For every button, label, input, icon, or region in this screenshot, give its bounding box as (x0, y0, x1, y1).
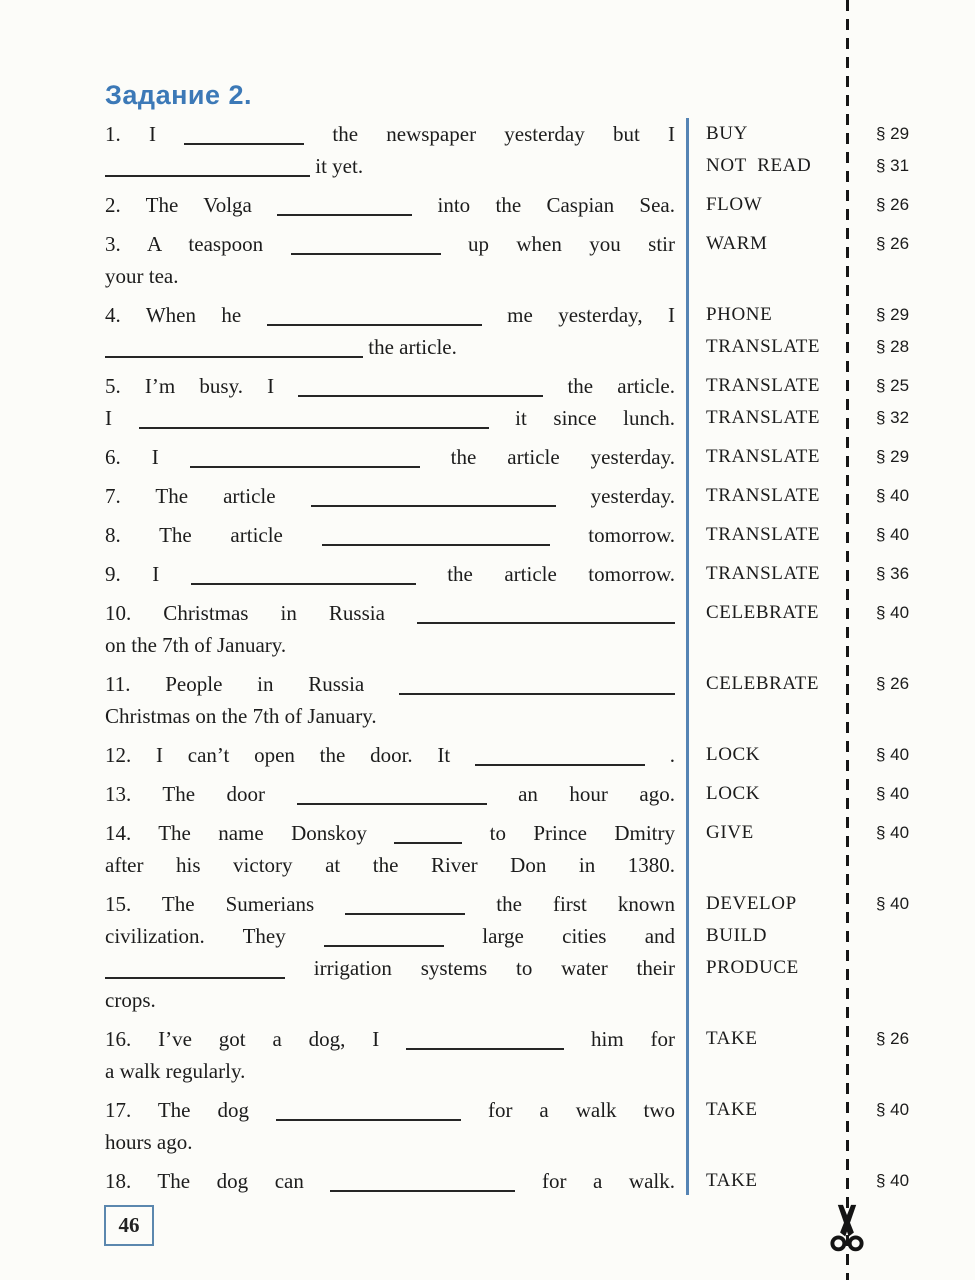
verb-hint-column (675, 480, 848, 512)
answer-blank (105, 155, 310, 177)
exercise-item (105, 441, 975, 473)
paragraph-ref-column (848, 118, 975, 182)
paragraph-ref: § 40 (876, 823, 910, 842)
sentence-line: 6. I the article yesterday. (105, 445, 676, 469)
verb-hint: DEVELOP (706, 893, 797, 914)
sentence-line: hours ago. (105, 1130, 193, 1154)
paragraph-ref: § 40 (876, 745, 910, 764)
verb-hint: LOCK (706, 744, 761, 765)
sentence-line: 8. The article tomorrow. (105, 523, 676, 547)
scissors-icon (824, 1204, 870, 1254)
paragraph-ref: § 40 (876, 525, 910, 544)
exercise-item (105, 739, 975, 771)
paragraph-ref: § 32 (876, 408, 910, 427)
paragraph-ref-column (848, 1023, 975, 1087)
sentence-column (105, 668, 675, 732)
verb-hint (706, 1126, 848, 1158)
verb-hint-column (675, 558, 848, 590)
sentence-line: 13. The door an hour ago. (105, 782, 675, 806)
paragraph-ref-column (848, 1094, 975, 1158)
paragraph-ref-column (848, 441, 975, 473)
paragraph-ref: § 40 (876, 486, 910, 505)
sentence-column (105, 519, 675, 551)
verb-hint-column (675, 1094, 848, 1158)
sentence-line: irrigation systems to water their (105, 952, 675, 984)
paragraph-ref-column (848, 558, 975, 590)
verb-hint-column (675, 1023, 848, 1087)
sentence-column (105, 888, 675, 1016)
paragraph-ref-column (848, 299, 975, 363)
exercise-item (105, 228, 975, 292)
sentence-line: Christmas on the 7th of January. (105, 704, 377, 728)
paragraph-ref-column (848, 817, 975, 881)
sentence-line: after his victory at the River Don in 1380. (105, 853, 675, 877)
verb-hint-column (675, 597, 848, 661)
paragraph-ref: § 40 (876, 1100, 910, 1119)
paragraph-ref: § 36 (876, 564, 910, 583)
verb-hint (706, 260, 848, 292)
paragraph-ref: § 40 (876, 603, 910, 622)
paragraph-ref: § 26 (876, 674, 910, 693)
verb-hint-column (675, 189, 848, 221)
paragraph-ref-column (848, 189, 975, 221)
verb-hint: FLOW (706, 194, 763, 215)
sentence-column (105, 1094, 675, 1158)
sentence-column (105, 228, 675, 292)
sentence-column (105, 597, 675, 661)
page-title: Задание 2. (105, 80, 253, 110)
answer-blank (291, 233, 441, 255)
paragraph-ref: § 31 (876, 156, 910, 175)
exercise-item (105, 1165, 975, 1197)
answer-blank (277, 194, 412, 216)
sentence-line: 11. People in Russia (105, 668, 675, 700)
verb-hint: TRANSLATE (706, 524, 821, 545)
sentence-line: I it since lunch. (105, 406, 676, 430)
sentence-line: 17. The dog for a walk two (105, 1098, 676, 1122)
answer-blank (330, 1170, 515, 1192)
exercise-item (105, 1023, 975, 1087)
paragraph-ref: § 40 (876, 894, 910, 913)
sentence-line: it yet. (105, 150, 675, 182)
exercise-item (105, 118, 975, 182)
answer-blank (105, 957, 285, 979)
answer-blank (298, 375, 543, 397)
verb-hint: LOCK (706, 783, 761, 804)
paragraph-ref (876, 260, 975, 292)
verb-hint-column (675, 668, 848, 732)
exercise-item (105, 189, 975, 221)
paragraph-ref (876, 920, 975, 952)
exercise-item (105, 370, 975, 434)
paragraph-ref: § 26 (876, 195, 910, 214)
answer-blank (311, 485, 556, 507)
answer-blank (399, 673, 675, 695)
verb-hint: TAKE (706, 1170, 758, 1191)
verb-hint-column (675, 739, 848, 771)
verb-hint-column (675, 299, 848, 363)
paragraph-ref: § 29 (876, 447, 910, 466)
paragraph-ref-column (848, 739, 975, 771)
sentence-column (105, 441, 675, 473)
verb-hint-column (675, 118, 848, 182)
exercise-item (105, 817, 975, 881)
answer-blank (345, 893, 465, 915)
verb-hint (706, 700, 848, 732)
verb-hint (706, 629, 848, 661)
verb-hint: BUY (706, 123, 748, 144)
paragraph-ref: § 25 (876, 376, 910, 395)
verb-hint: TRANSLATE (706, 375, 821, 396)
answer-blank (394, 822, 462, 844)
sentence-line: 9. I the article tomorrow. (105, 562, 675, 586)
verb-hint: TRANSLATE (706, 336, 821, 357)
answer-blank (406, 1028, 564, 1050)
verb-hint (706, 849, 848, 881)
paragraph-ref (876, 849, 975, 881)
paragraph-ref (876, 629, 975, 661)
verb-hint-column (675, 519, 848, 551)
verb-hint: TRANSLATE (706, 485, 821, 506)
sentence-column (105, 558, 675, 590)
verb-hint: TRANSLATE (706, 407, 821, 428)
paragraph-ref: § 26 (876, 1029, 910, 1048)
exercise-item (105, 888, 975, 1016)
paragraph-ref: § 29 (876, 124, 910, 143)
sentence-column (105, 118, 675, 182)
paragraph-ref: § 40 (876, 784, 910, 803)
verb-hint: TAKE (706, 1099, 758, 1120)
verb-hint (706, 1055, 848, 1087)
answer-blank (184, 123, 304, 145)
sentence-column (105, 299, 675, 363)
verb-hint: PHONE (706, 304, 773, 325)
sentence-line: 1. I the newspaper yesterday but I (105, 122, 676, 146)
verb-hint-column (675, 778, 848, 810)
paragraph-ref: § 26 (876, 234, 910, 253)
verb-hint-column (675, 888, 848, 1016)
paragraph-ref: § 28 (876, 337, 910, 356)
sentence-column (105, 370, 675, 434)
sentence-line: 12. I can’t open the door. It . (105, 743, 676, 767)
paragraph-ref (876, 1055, 975, 1087)
answer-blank (191, 563, 416, 585)
verb-hint: CELEBRATE (706, 673, 820, 694)
exercise-item (105, 480, 975, 512)
column-divider-line (686, 118, 689, 1195)
answer-blank (190, 446, 420, 468)
page-number-badge (104, 1205, 154, 1246)
sentence-line: 15. The Sumerians the first known (105, 892, 675, 916)
answer-blank (267, 304, 482, 326)
answer-blank (322, 524, 550, 546)
verb-hint: NOT READ (706, 155, 812, 176)
answer-blank (324, 925, 444, 947)
sentence-column (105, 739, 675, 771)
answer-blank (139, 407, 489, 429)
paragraph-ref-column (848, 480, 975, 512)
exercise-item (105, 558, 975, 590)
exercise-list (105, 118, 975, 1204)
verb-hint: WARM (706, 233, 768, 254)
exercise-item (105, 519, 975, 551)
verb-hint: GIVE (706, 822, 754, 843)
sentence-line: 7. The article yesterday. (105, 484, 676, 508)
paragraph-ref-column (848, 597, 975, 661)
sentence-line: on the 7th of January. (105, 633, 287, 657)
exercise-item (105, 1094, 975, 1158)
verb-hint-column (675, 370, 848, 434)
sentence-column (105, 1023, 675, 1087)
sentence-column (105, 817, 675, 881)
verb-hint-column (675, 817, 848, 881)
verb-hint: PRODUCE (706, 957, 799, 978)
paragraph-ref-column (848, 228, 975, 292)
sentence-line: 4. When he me yesterday, I (105, 303, 676, 327)
paragraph-ref (876, 952, 975, 984)
sentence-line: 14. The name Donskoy to Prince Dmitry (105, 821, 675, 845)
sentence-line: 2. The Volga into the Caspian Sea. (105, 193, 675, 217)
paragraph-ref-column (848, 370, 975, 434)
sentence-line: 5. I’m busy. I the article. (105, 374, 675, 398)
sentence-column (105, 1165, 675, 1197)
sentence-line: a walk regularly. (105, 1059, 246, 1083)
paragraph-ref (876, 1126, 975, 1158)
sentence-line: the article. (105, 331, 675, 363)
paragraph-ref-column (848, 1165, 975, 1197)
exercise-item (105, 668, 975, 732)
verb-hint: CELEBRATE (706, 602, 820, 623)
exercise-item (105, 597, 975, 661)
exercise-item (105, 778, 975, 810)
verb-hint: TRANSLATE (706, 563, 821, 584)
sentence-column (105, 189, 675, 221)
page-number: 46 (118, 1213, 140, 1237)
verb-hint-column (675, 228, 848, 292)
cut-dashed-line (846, 0, 849, 1280)
verb-hint (706, 984, 848, 1016)
verb-hint: TAKE (706, 1028, 758, 1049)
paragraph-ref-column (848, 668, 975, 732)
sentence-column (105, 778, 675, 810)
paragraph-ref-column (848, 888, 975, 1016)
sentence-line: 18. The dog can for a walk. (105, 1169, 675, 1193)
answer-blank (417, 602, 675, 624)
verb-hint: TRANSLATE (706, 446, 821, 467)
sentence-line: 16. I’ve got a dog, I him for (105, 1027, 675, 1051)
sentence-line: 10. Christmas in Russia (105, 597, 675, 629)
sentence-line: 3. A teaspoon up when you stir (105, 232, 676, 256)
exercise-item (105, 299, 975, 363)
sentence-line: crops. (105, 988, 156, 1012)
verb-hint: BUILD (706, 925, 768, 946)
verb-hint-column (675, 441, 848, 473)
answer-blank (105, 336, 363, 358)
answer-blank (276, 1099, 461, 1121)
answer-blank (475, 744, 645, 766)
sentence-line: your tea. (105, 264, 179, 288)
verb-hint-column (675, 1165, 848, 1197)
paragraph-ref: § 40 (876, 1171, 910, 1190)
paragraph-ref: § 29 (876, 305, 910, 324)
paragraph-ref (876, 984, 975, 1016)
paragraph-ref-column (848, 778, 975, 810)
paragraph-ref (876, 700, 975, 732)
sentence-column (105, 480, 675, 512)
answer-blank (297, 783, 487, 805)
paragraph-ref-column (848, 519, 975, 551)
sentence-line: civilization. They large cities and (105, 924, 676, 948)
